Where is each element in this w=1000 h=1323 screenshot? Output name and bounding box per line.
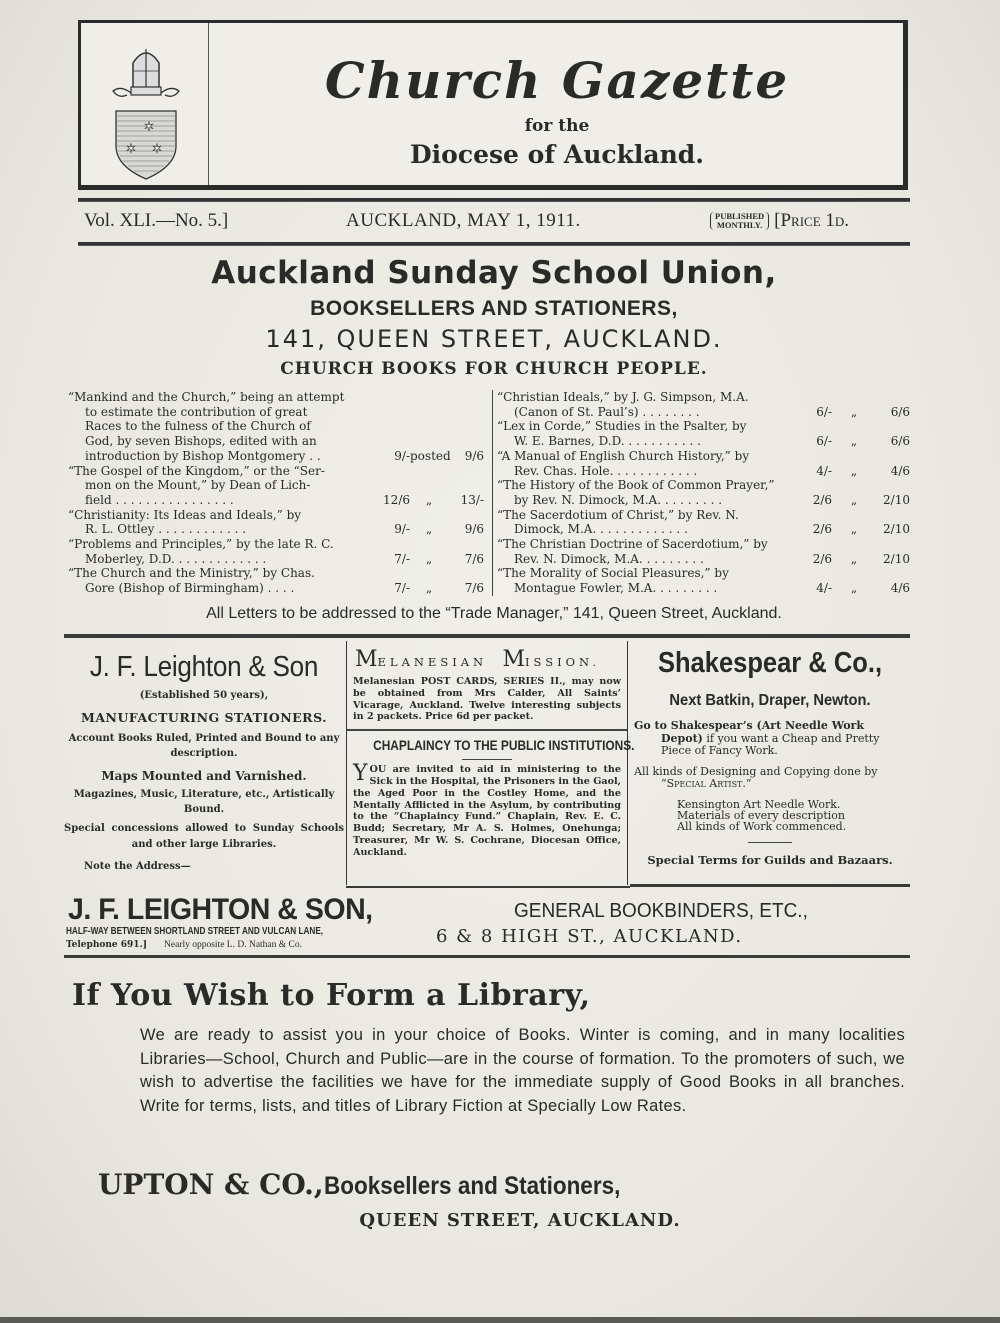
book-description	[497, 419, 800, 448]
banner-address: 6 & 8 HIGH ST., AUCKLAND.	[436, 926, 743, 947]
leighton-banner	[64, 893, 912, 953]
banner-nearly-opposite: Nearly opposite L. D. Nathan & Co.	[164, 940, 302, 950]
upton-name: UPTON & CO.,	[98, 1168, 324, 1201]
book-listing	[497, 419, 910, 448]
banner-halfway: HALF-WAY BETWEEN SHORTLAND STREET AND VULCAN LANE,	[66, 926, 324, 937]
kensington-line: Kensington Art Needle Work.	[677, 797, 841, 811]
heading-word: ISSION.	[524, 655, 601, 669]
letters-note: All Letters to be addressed to the “Trade Manager,” 141, Queen Street, Auckland.	[206, 605, 782, 622]
book-ditto: „	[425, 581, 433, 596]
leighton-trade: MANUFACTURING STATIONERS.	[80, 710, 327, 725]
mission-column	[346, 641, 635, 885]
book-ditto: „	[425, 492, 433, 507]
book-desc-line: Dimock, M.A. . . . . . . . . . . . .	[514, 522, 688, 537]
leighton-concessions: Special concessions allowed to Sunday Schools and other large Libraries.	[64, 823, 344, 850]
library-title: If You Wish to Form a Library,	[72, 978, 591, 1013]
banner-services: GENERAL BOOKBINDERS, ETC.,	[514, 900, 808, 922]
issue-bar	[78, 198, 910, 248]
published-monthly-badge	[710, 212, 769, 230]
book-price: 6/-	[816, 434, 832, 449]
melanesian-mission-body: Melanesian POST CARDS, SERIES II., may now be obtained from Mrs Calder, All Saints’ Vicarage, Auckland. Twelve interesting subjects in 2 packets. Price 6d per packet.	[353, 676, 621, 723]
book-description	[68, 390, 368, 464]
shakespear-ad	[630, 641, 910, 885]
book-posted-price: 9/6	[464, 522, 484, 537]
masthead	[78, 20, 908, 190]
book-posted-price: 7/6	[464, 551, 484, 566]
book-desc-line: Rev. Chas. Hole. . . . . . . . . . . .	[514, 463, 698, 478]
book-desc-line: R. L. Ottley . . . . . . . . . . . .	[85, 522, 247, 537]
book-ditto: „	[850, 434, 858, 449]
mitre-crest-icon	[111, 41, 181, 181]
book-listing	[68, 566, 486, 595]
for-the-label: for the	[524, 116, 590, 136]
shakespear-designing	[634, 766, 906, 791]
divider	[346, 886, 630, 888]
book-posted-price: 2/10	[883, 522, 910, 537]
book-listing	[68, 390, 486, 464]
book-list-left	[68, 390, 486, 596]
book-listing	[497, 566, 910, 595]
book-posted-price: 4/6	[890, 581, 910, 596]
shakespear-go-to	[634, 720, 906, 758]
upton-line	[98, 1168, 898, 1201]
upton-trade: Booksellers and Stationers,	[323, 1172, 620, 1200]
depot-bold: Depot)	[661, 731, 703, 745]
book-listing	[497, 537, 910, 566]
go-to-rest: if you want a Cheap and Pretty	[702, 731, 880, 745]
book-title-line: “The Morality of Social Pleasures,” by	[497, 566, 729, 581]
book-listing	[68, 464, 486, 508]
book-title-line: “The Christian Doctrine of Sacerdotium,” by	[497, 537, 768, 552]
banner-telephone: Telephone 691.]	[66, 940, 147, 950]
crest-cell	[81, 23, 209, 185]
book-ditto: „	[850, 492, 858, 507]
svg-text:✶: ✶	[143, 119, 155, 134]
book-desc-line: to estimate the contribution of great	[85, 404, 308, 419]
diocese-label: Diocese of Auckland.	[410, 140, 704, 169]
book-title-line: “Problems and Principles,” by the late R. C.	[68, 537, 334, 552]
upton-address: QUEEN STREET, AUCKLAND.	[359, 1210, 681, 1231]
assu-tagline: CHURCH BOOKS FOR CHURCH PEOPLE.	[280, 359, 708, 379]
book-description	[497, 449, 800, 478]
book-posted-price: 6/6	[890, 404, 910, 419]
divider	[748, 842, 792, 843]
book-ditto: „	[850, 522, 858, 537]
book-ditto: „	[850, 581, 858, 596]
special-artist: “Special Artist.”	[661, 777, 752, 790]
book-posted-price: 13/-	[460, 492, 484, 507]
book-price: 2/6	[812, 522, 832, 537]
book-desc-line: Rev. N. Dimock, M.A. . . . . . . . .	[514, 551, 704, 566]
book-price: 9/-	[394, 522, 410, 537]
book-listing	[497, 478, 910, 507]
book-posted-price: 2/10	[883, 492, 910, 507]
assu-title: Auckland Sunday School Union,	[211, 255, 777, 291]
published-label: PUBLISHED	[715, 211, 765, 221]
book-title-line: “The Sacerdotium of Christ,” by Rev. N.	[497, 507, 739, 522]
leighton-ad	[64, 641, 344, 885]
book-description	[68, 537, 368, 566]
book-price: 12/6	[383, 492, 410, 507]
heading-initial: M	[502, 647, 525, 672]
book-title-line: “The History of the Book of Common Prayer,”	[497, 478, 775, 493]
leighton-account-books: Account Books Ruled, Printed and Bound to any description.	[68, 733, 340, 759]
assu-address: 141, QUEEN STREET, AUCKLAND.	[265, 325, 723, 353]
book-posted-price: 7/6	[464, 581, 484, 596]
book-desc-line: Races to the fulness of the Church of	[85, 419, 311, 434]
book-price: 7/-	[394, 581, 410, 596]
book-desc-line: God, by seven Bishops, edited with an	[85, 434, 317, 449]
book-listing	[68, 537, 486, 566]
book-listing	[497, 390, 910, 419]
heading-initial: M	[355, 647, 378, 672]
book-price: 6/-	[816, 404, 832, 419]
book-title-line: “A Manual of English Church History,” by	[497, 448, 750, 463]
book-title-line: “Christian Ideals,” by J. G. Simpson, M.A.	[497, 390, 749, 404]
chaplaincy-heading: CHAPLAINCY TO THE PUBLIC INSTITUTIONS.	[373, 737, 635, 754]
book-listing	[497, 449, 910, 478]
book-ditto: „	[425, 522, 433, 537]
book-desc-line: W. E. Barnes, D.D. . . . . . . . . . .	[514, 434, 701, 449]
shakespear-kensington	[634, 799, 906, 832]
book-description	[68, 508, 368, 537]
book-price: 7/-	[394, 551, 410, 566]
book-desc-line: (Canon of St. Paul’s) . . . . . . . .	[514, 404, 700, 419]
book-description	[68, 464, 368, 508]
divider	[347, 729, 627, 731]
go-to-bold: Go to Shakespear’s (Art Needle Work	[634, 719, 864, 732]
chaplaincy-body	[353, 761, 621, 858]
book-posted-price: 2/10	[883, 551, 910, 566]
book-description	[497, 390, 800, 419]
book-description	[497, 478, 800, 507]
divider	[64, 634, 910, 638]
book-desc-line: Gore (Bishop of Birmingham) . . . .	[85, 581, 295, 596]
divider	[462, 759, 512, 760]
book-price: 9/-	[394, 448, 410, 463]
book-listing	[68, 508, 486, 537]
designing-text: All kinds of Designing and Copying done by	[634, 764, 878, 778]
book-price: 4/-	[816, 463, 832, 478]
book-ditto: posted	[410, 448, 451, 463]
issue-date: AUCKLAND, MAY 1, 1911.	[346, 210, 581, 231]
book-title-line: “The Gospel of the Kingdom,” or the “Ser-	[68, 463, 325, 478]
book-ditto: „	[850, 463, 858, 478]
page-edge	[0, 1317, 1000, 1323]
divider	[630, 884, 910, 887]
book-desc-line: introduction by Bishop Montgomery . .	[85, 448, 321, 463]
leighton-note: Note the Address—	[84, 861, 191, 872]
book-description	[497, 537, 800, 566]
book-ditto: „	[425, 551, 433, 566]
book-desc-line: Moberley, D.D. . . . . . . . . . . . .	[85, 551, 267, 566]
title-block	[211, 23, 903, 185]
assu-subtitle: BOOKSELLERS AND STATIONERS,	[310, 297, 678, 320]
book-description	[497, 566, 800, 595]
assu-ad-header	[78, 255, 910, 379]
book-description	[68, 566, 368, 595]
book-desc-line: Montague Fowler, M.A. . . . . . . . .	[514, 581, 718, 596]
shakespear-terms: Special Terms for Guilds and Bazaars.	[647, 852, 893, 867]
divider	[78, 198, 910, 202]
book-ditto: „	[850, 404, 858, 419]
heading-word: ELANESIAN	[377, 655, 488, 669]
book-title-line: “Christianity: Its Ideas and Ideals,” by	[68, 507, 302, 522]
divider	[78, 242, 910, 246]
book-listing	[497, 508, 910, 537]
leighton-maps: Maps Mounted and Varnished.	[101, 769, 307, 783]
melanesian-mission-heading	[353, 647, 621, 672]
gazette-title: Church Gazette	[324, 51, 790, 110]
book-posted-price: 4/6	[890, 463, 910, 478]
kensington-line: Materials of every description	[677, 808, 845, 822]
book-ditto: „	[850, 551, 858, 566]
book-desc-line: field . . . . . . . . . . . . . . . .	[85, 492, 234, 507]
leighton-magazines: Magazines, Music, Literature, etc., Artistically Bound.	[73, 789, 335, 815]
shakespear-name: Shakespear & Co.,	[657, 647, 883, 679]
volume-number: Vol. XLI.—No. 5.]	[84, 210, 229, 231]
book-price: 4/-	[816, 581, 832, 596]
book-price: 2/6	[812, 492, 832, 507]
svg-text:✶: ✶	[151, 141, 163, 156]
leighton-established: (Established 50 years),	[139, 690, 269, 701]
shakespear-location: Next Batkin, Draper, Newton.	[669, 692, 871, 709]
drop-cap: Y	[353, 761, 368, 787]
divider	[64, 955, 910, 958]
go-to-line3: Piece of Fancy Work.	[661, 744, 778, 757]
book-price: 2/6	[812, 551, 832, 566]
leighton-name: J. F. Leighton & Son	[89, 651, 319, 683]
book-title-line: “Mankind and the Church,” being an attempt	[68, 390, 345, 404]
book-posted-price: 6/6	[890, 434, 910, 449]
book-title-line: “Lex in Corde,” Studies in the Psalter, by	[497, 419, 747, 434]
kensington-line: All kinds of Work commenced.	[677, 819, 847, 833]
library-body: We are ready to assist you in your choice of Books. Winter is coming, and in many localities Libraries—School, Church and Public—are in the course of formation. To the promoters of such, we wish to advertise the facilities we have for the immediate supply of Good Books in all branches. Write for terms, lists, and titles of Library Fiction at Specially Low Rates.	[140, 1026, 905, 1115]
banner-name: J. F. LEIGHTON & SON,	[68, 893, 373, 926]
book-posted-price: 9/6	[464, 448, 484, 463]
book-title-line: “The Church and the Ministry,” by Chas.	[68, 566, 315, 581]
book-desc-line: by Rev. N. Dimock, M.A. . . . . . . . .	[514, 492, 723, 507]
book-desc-line: mon on the Mount,” by Dean of Lich-	[85, 478, 311, 493]
issue-price: [Price 1d.	[774, 210, 850, 231]
book-description	[497, 508, 800, 537]
chaplaincy-text: OU are invited to aid in ministering to the Sick in the Hospital, the Prisoners in the Gaol, the Aged Poor in the Costley Home, and the Mentally Afflicted in the Asylum, by contributing to the “Chaplaincy Fund.” Chaplain, Rev. E. C. Budd; Secretary, Mr A. S. Holmes, Onehunga; Treasurer, Mr W. S. Cochrane, Diocesan Office, Auckland.	[353, 764, 621, 858]
book-list-right	[492, 390, 910, 596]
issue-row	[84, 210, 910, 232]
monthly-label: MONTHLY.	[716, 220, 763, 230]
svg-text:✶: ✶	[125, 141, 137, 156]
